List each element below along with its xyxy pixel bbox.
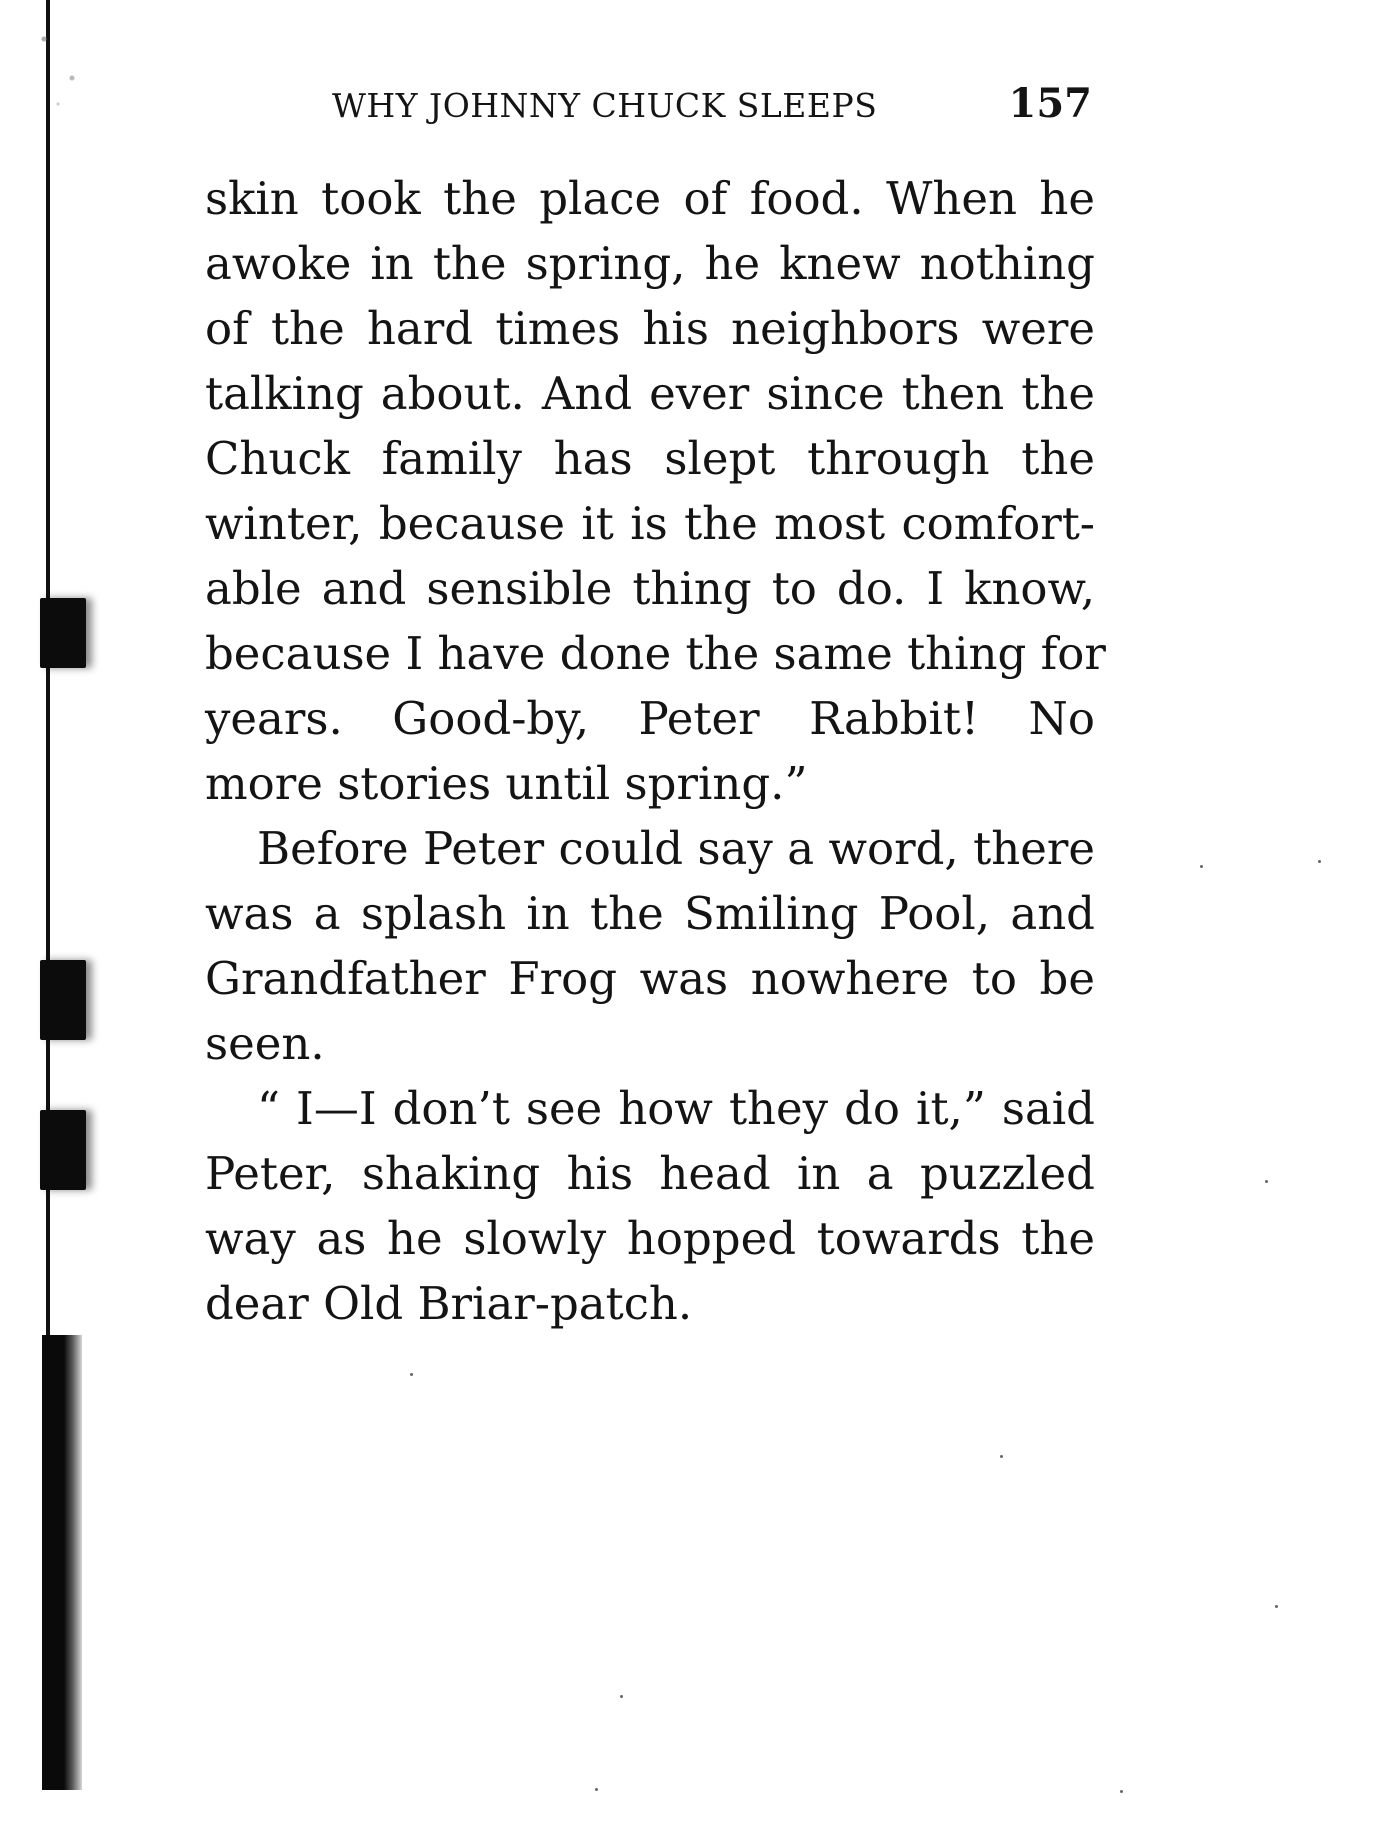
scan-dust [1318,860,1321,863]
paragraph [205,816,1095,1076]
scan-dust [1200,865,1203,868]
scan-speckle [30,0,100,130]
paragraph [205,166,1106,816]
scan-dust [1265,1180,1268,1183]
text-line: Chuck family has slept through the [205,432,1095,485]
text-line: awoke in the spring, he knew nothing [205,237,1095,290]
binding-mark-4 [42,1335,82,1790]
text-line: more stories until spring.” [205,757,808,810]
scan-dust [1120,1790,1123,1793]
text-line: years. Good-by, Peter Rabbit! No [205,692,1095,745]
binding-mark-2 [40,960,86,1040]
body-text [205,166,1106,1336]
page-number: 157 [1008,80,1092,127]
scan-dust [1275,1605,1278,1608]
text-line: Peter, shaking his head in a puzzled [205,1147,1095,1200]
text-line: talking about. And ever since then the [205,367,1095,420]
text-line: of the hard times his neighbors were [205,302,1095,355]
text-line: Before Peter could say a word, there [257,822,1095,875]
running-head-title: WHY JOHNNY CHUCK SLEEPS [332,86,878,125]
binding-mark-3 [40,1110,86,1190]
text-line: seen. [205,1017,325,1070]
running-head [332,74,1092,127]
text-line: Grandfather Frog was nowhere to be [205,952,1095,1005]
scan-dust [620,1695,623,1698]
text-line: way as he slowly hopped towards the [205,1212,1095,1265]
text-line: dear Old Briar-patch. [205,1277,693,1330]
scan-dust [1000,1455,1003,1458]
binding-mark-1 [40,598,86,668]
text-line: “ I—I don’t see how they do it,” said [257,1082,1095,1135]
scan-dust [410,1373,413,1376]
text-line: skin took the place of food. When he [205,172,1095,225]
text-line: was a splash in the Smiling Pool, and [205,887,1095,940]
text-line: because I have done the same thing for [205,627,1106,680]
paragraph [205,1076,1095,1336]
text-line: winter, because it is the most comfort- [205,497,1095,550]
text-line: able and sensible thing to do. I know, [205,562,1095,615]
scan-dust [595,1788,598,1791]
